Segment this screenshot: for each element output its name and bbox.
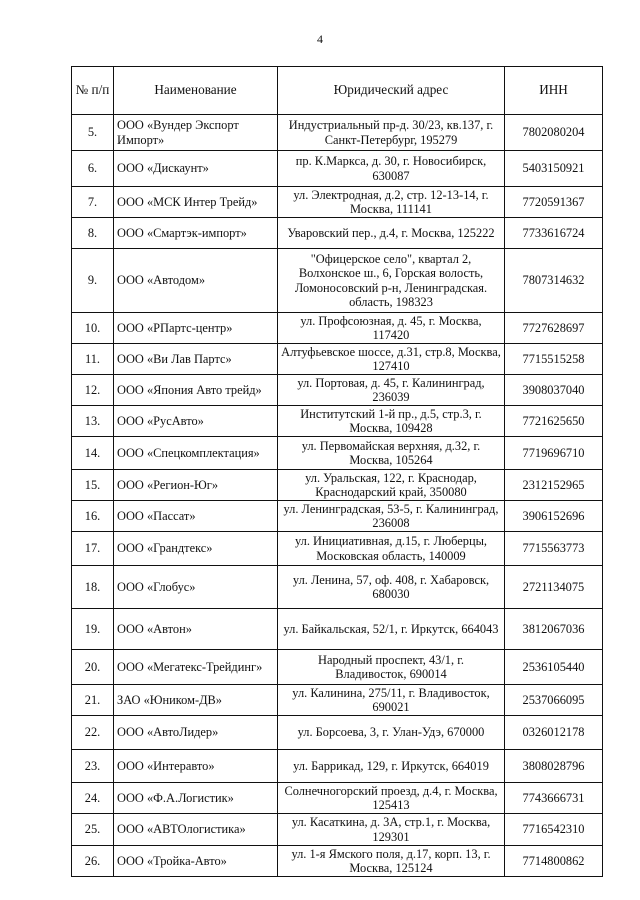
row-number: 8. <box>72 218 114 249</box>
table-row <box>72 115 603 151</box>
company-name: ООО «Тройка-Авто» <box>114 846 278 877</box>
legal-address: ул. Профсоюзная, д. 45, г. Москва, 117420 <box>278 313 505 344</box>
legal-address: ул. Первомайская верхняя, д.32, г. Москва, 105264 <box>278 437 505 470</box>
company-name: ООО «Смартэк-импорт» <box>114 218 278 249</box>
legal-address: Алтуфьевское шоссе, д.31, стр.8, Москва, 127410 <box>278 344 505 375</box>
legal-address: Индустриальный пр-д. 30/23, кв.137, г. Санкт-Петербург, 195279 <box>278 115 505 151</box>
table-row <box>72 151 603 187</box>
legal-address: "Офицерское село", квартал 2, Волхонское ш., 6, Горская волость, Ломоносовский р-н, Ленинградская. область, 198323 <box>278 249 505 313</box>
row-number: 23. <box>72 750 114 783</box>
company-name: ООО «АВТОлогистика» <box>114 814 278 846</box>
company-name: ООО «Глобус» <box>114 566 278 609</box>
company-name: ООО «Автодом» <box>114 249 278 313</box>
inn-value: 7716542310 <box>505 814 603 846</box>
legal-address: ул. Ленинградская, 53-5, г. Калининград, 236008 <box>278 501 505 532</box>
legal-address: пр. К.Маркса, д. 30, г. Новосибирск, 630087 <box>278 151 505 187</box>
company-name: ООО «Регион-Юг» <box>114 470 278 501</box>
inn-value: 7714800862 <box>505 846 603 877</box>
table-row <box>72 470 603 501</box>
company-name: ООО «Спецкомплектация» <box>114 437 278 470</box>
row-number: 5. <box>72 115 114 151</box>
inn-value: 7715515258 <box>505 344 603 375</box>
inn-value: 3808028796 <box>505 750 603 783</box>
row-number: 25. <box>72 814 114 846</box>
table-row <box>72 501 603 532</box>
inn-value: 3812067036 <box>505 609 603 650</box>
company-name: ООО «Мегатекс-Трейдинг» <box>114 650 278 685</box>
inn-value: 7733616724 <box>505 218 603 249</box>
row-number: 26. <box>72 846 114 877</box>
row-number: 21. <box>72 685 114 716</box>
table-row <box>72 609 603 650</box>
company-name: ООО «Ви Лав Партс» <box>114 344 278 375</box>
inn-value: 7807314632 <box>505 249 603 313</box>
table-header-row <box>72 67 603 115</box>
inn-value: 7721625650 <box>505 406 603 437</box>
row-number: 11. <box>72 344 114 375</box>
company-name: ООО «МСК Интер Трейд» <box>114 187 278 218</box>
legal-address: Народный проспект, 43/1, г. Владивосток, 690014 <box>278 650 505 685</box>
legal-address: ул. 1-я Ямского поля, д.17, корп. 13, г. Москва, 125124 <box>278 846 505 877</box>
header-name: Наименование <box>114 67 278 115</box>
table-row <box>72 375 603 406</box>
company-name: ООО «Грандтекс» <box>114 532 278 566</box>
inn-value: 0326012178 <box>505 716 603 750</box>
row-number: 18. <box>72 566 114 609</box>
table-row <box>72 650 603 685</box>
table-row <box>72 187 603 218</box>
inn-value: 7802080204 <box>505 115 603 151</box>
header-number: № п/п <box>72 67 114 115</box>
table-row <box>72 344 603 375</box>
legal-address: ул. Уральская, 122, г. Краснодар, Краснодарский край, 350080 <box>278 470 505 501</box>
table-row <box>72 406 603 437</box>
table-row <box>72 846 603 877</box>
header-inn: ИНН <box>505 67 603 115</box>
company-name: ООО «Япония Авто трейд» <box>114 375 278 406</box>
row-number: 20. <box>72 650 114 685</box>
inn-value: 2536105440 <box>505 650 603 685</box>
legal-address: ул. Борсоева, 3, г. Улан-Удэ, 670000 <box>278 716 505 750</box>
company-registry-table <box>71 66 603 877</box>
row-number: 17. <box>72 532 114 566</box>
row-number: 13. <box>72 406 114 437</box>
company-name: ООО «Вундер Экспорт Импорт» <box>114 115 278 151</box>
inn-value: 2537066095 <box>505 685 603 716</box>
legal-address: ул. Касаткина, д. 3А, стр.1, г. Москва, 129301 <box>278 814 505 846</box>
row-number: 6. <box>72 151 114 187</box>
row-number: 14. <box>72 437 114 470</box>
row-number: 16. <box>72 501 114 532</box>
company-name: ООО «Автон» <box>114 609 278 650</box>
company-name: ООО «РПартс-центр» <box>114 313 278 344</box>
table-row <box>72 218 603 249</box>
company-name: ООО «РусАвто» <box>114 406 278 437</box>
row-number: 15. <box>72 470 114 501</box>
table-row <box>72 249 603 313</box>
legal-address: ул. Баррикад, 129, г. Иркутск, 664019 <box>278 750 505 783</box>
row-number: 12. <box>72 375 114 406</box>
inn-value: 3906152696 <box>505 501 603 532</box>
table-row <box>72 566 603 609</box>
legal-address: ул. Байкальская, 52/1, г. Иркутск, 664043 <box>278 609 505 650</box>
legal-address: Солнечногорский проезд, д.4, г. Москва, 125413 <box>278 783 505 814</box>
inn-value: 2312152965 <box>505 470 603 501</box>
inn-value: 5403150921 <box>505 151 603 187</box>
header-address: Юридический адрес <box>278 67 505 115</box>
table-row <box>72 532 603 566</box>
company-name: ЗАО «Юником-ДВ» <box>114 685 278 716</box>
legal-address: ул. Калинина, 275/11, г. Владивосток, 690021 <box>278 685 505 716</box>
legal-address: ул. Ленина, 57, оф. 408, г. Хабаровск, 680030 <box>278 566 505 609</box>
inn-value: 7719696710 <box>505 437 603 470</box>
legal-address: Уваровский пер., д.4, г. Москва, 125222 <box>278 218 505 249</box>
legal-address: ул. Инициативная, д.15, г. Люберцы, Московская область, 140009 <box>278 532 505 566</box>
table-row <box>72 313 603 344</box>
table-row <box>72 716 603 750</box>
company-name: ООО «Пассат» <box>114 501 278 532</box>
company-name: ООО «АвтоЛидер» <box>114 716 278 750</box>
table-row <box>72 783 603 814</box>
row-number: 19. <box>72 609 114 650</box>
inn-value: 3908037040 <box>505 375 603 406</box>
inn-value: 7743666731 <box>505 783 603 814</box>
legal-address: Институтский 1-й пр., д.5, стр.3, г. Москва, 109428 <box>278 406 505 437</box>
company-name: ООО «Дискаунт» <box>114 151 278 187</box>
legal-address: ул. Электродная, д.2, стр. 12-13-14, г. Москва, 111141 <box>278 187 505 218</box>
row-number: 10. <box>72 313 114 344</box>
table-row <box>72 437 603 470</box>
inn-value: 2721134075 <box>505 566 603 609</box>
company-name: ООО «Ф.А.Логистик» <box>114 783 278 814</box>
inn-value: 7727628697 <box>505 313 603 344</box>
row-number: 24. <box>72 783 114 814</box>
row-number: 9. <box>72 249 114 313</box>
legal-address: ул. Портовая, д. 45, г. Калининград, 236039 <box>278 375 505 406</box>
table-row <box>72 814 603 846</box>
row-number: 22. <box>72 716 114 750</box>
inn-value: 7720591367 <box>505 187 603 218</box>
page-number: 4 <box>317 32 323 46</box>
inn-value: 7715563773 <box>505 532 603 566</box>
company-name: ООО «Интеравто» <box>114 750 278 783</box>
table-row <box>72 685 603 716</box>
table-row <box>72 750 603 783</box>
row-number: 7. <box>72 187 114 218</box>
